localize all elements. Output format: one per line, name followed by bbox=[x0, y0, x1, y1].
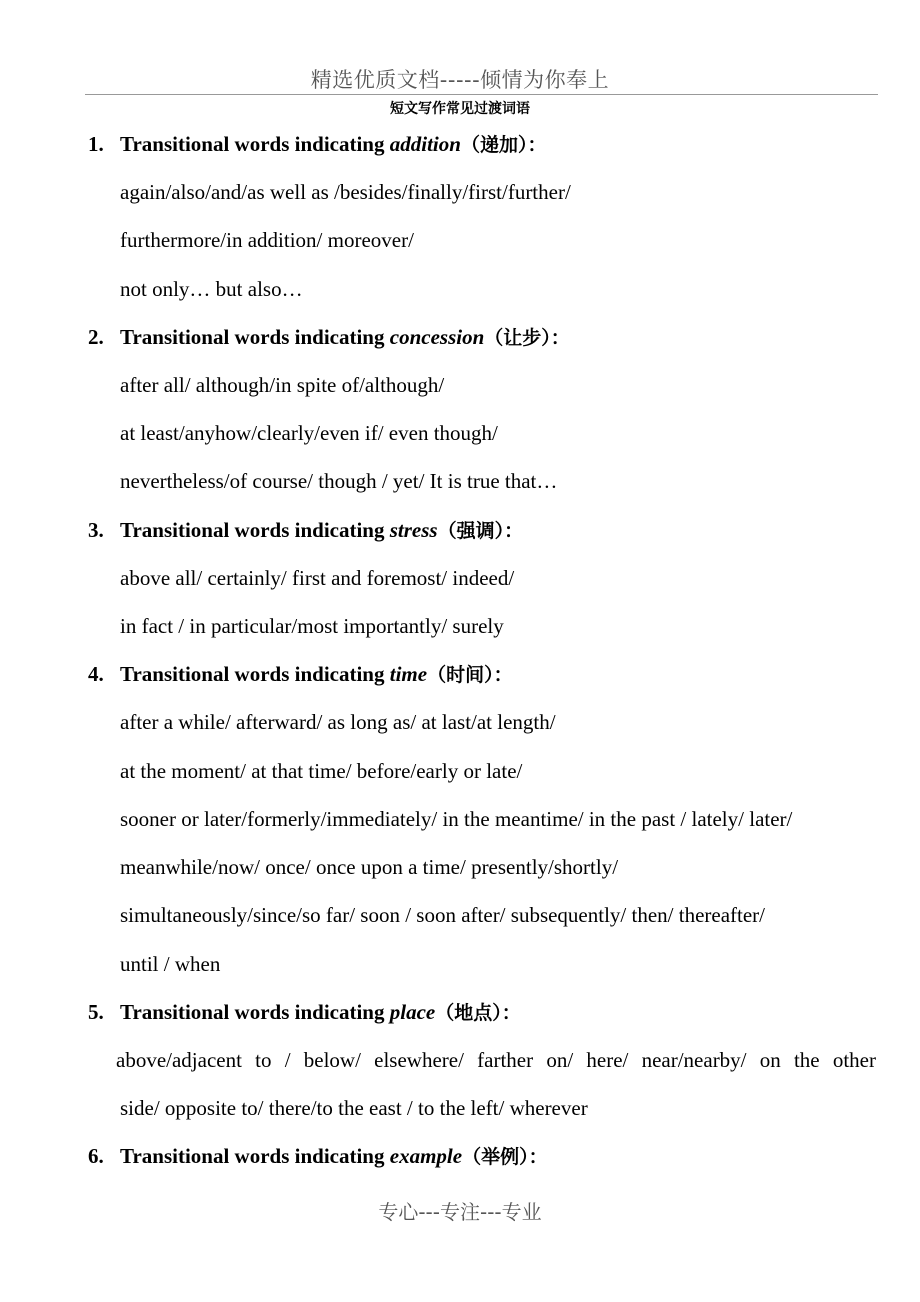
section-heading-concession bbox=[88, 324, 570, 351]
content-line: not only… but also… bbox=[120, 277, 303, 301]
content-line: after a while/ afterward/ as long as/ at last/at length/ bbox=[120, 710, 556, 734]
section-heading-time bbox=[88, 661, 513, 688]
content-line: above/adjacent to / below/ elsewhere/ farther on/ here/ near/nearby/ on the other bbox=[116, 1048, 876, 1072]
content-line: simultaneously/since/so far/ soon / soon after/ subsequently/ then/ thereafter/ bbox=[120, 903, 766, 927]
content-line: at the moment/ at that time/ before/early or late/ bbox=[120, 759, 523, 783]
section-chinese: （强调）： bbox=[437, 520, 524, 542]
section-number: 2. bbox=[88, 325, 104, 349]
section-number: 5. bbox=[88, 1000, 104, 1024]
section-chinese: （时间）： bbox=[427, 664, 513, 686]
header-banner: 精选优质文档-----倾情为你奉上 bbox=[310, 68, 610, 92]
content-line: sooner or later/formerly/immediately/ in the meantime/ in the past / lately/ later/ bbox=[120, 807, 793, 831]
document-title: 短文写作常见过渡词语 bbox=[390, 101, 530, 117]
content-line: above all/ certainly/ first and foremost/ indeed/ bbox=[120, 566, 515, 590]
content-line: at least/anyhow/clearly/even if/ even though/ bbox=[120, 421, 498, 445]
section-keyword: stress bbox=[389, 518, 438, 542]
content-line: again/also/and/as well as /besides/finally/first/further/ bbox=[120, 180, 571, 204]
section-prefix: Transitional words indicating bbox=[120, 325, 390, 349]
section-heading-place bbox=[88, 999, 521, 1026]
section-keyword: addition bbox=[389, 132, 461, 156]
content-line: in fact / in particular/most importantly/ surely bbox=[120, 614, 504, 638]
content-line: after all/ although/in spite of/although/ bbox=[120, 373, 445, 397]
section-keyword: place bbox=[389, 1000, 436, 1024]
content-line: meanwhile/now/ once/ once upon a time/ presently/shortly/ bbox=[120, 855, 619, 879]
section-heading-stress bbox=[88, 517, 523, 544]
section-prefix: Transitional words indicating bbox=[120, 1144, 390, 1168]
section-chinese: （让步）： bbox=[484, 327, 570, 349]
header-divider bbox=[85, 94, 878, 95]
section-prefix: Transitional words indicating bbox=[120, 132, 390, 156]
section-chinese: （递加）： bbox=[460, 134, 547, 156]
section-number: 1. bbox=[88, 132, 104, 156]
content-line: nevertheless/of course/ though / yet/ It is true that… bbox=[120, 469, 558, 493]
section-number: 3. bbox=[88, 518, 104, 542]
section-chinese: （举例）： bbox=[462, 1146, 548, 1168]
page-footer: 专心---专注---专业 bbox=[378, 1200, 542, 1224]
section-prefix: Transitional words indicating bbox=[120, 518, 390, 542]
content-line: furthermore/in addition/ moreover/ bbox=[120, 228, 414, 252]
section-prefix: Transitional words indicating bbox=[120, 662, 390, 686]
section-number: 6. bbox=[88, 1144, 104, 1168]
section-keyword: time bbox=[389, 662, 428, 686]
section-heading-addition bbox=[88, 131, 546, 158]
section-heading-example bbox=[88, 1143, 548, 1170]
section-keyword: example bbox=[389, 1144, 463, 1168]
section-number: 4. bbox=[88, 662, 104, 686]
content-line: until / when bbox=[120, 952, 221, 976]
section-prefix: Transitional words indicating bbox=[120, 1000, 390, 1024]
content-line: side/ opposite to/ there/to the east / to the left/ wherever bbox=[120, 1096, 588, 1120]
section-chinese: （地点）： bbox=[435, 1002, 521, 1024]
section-keyword: concession bbox=[389, 325, 485, 349]
